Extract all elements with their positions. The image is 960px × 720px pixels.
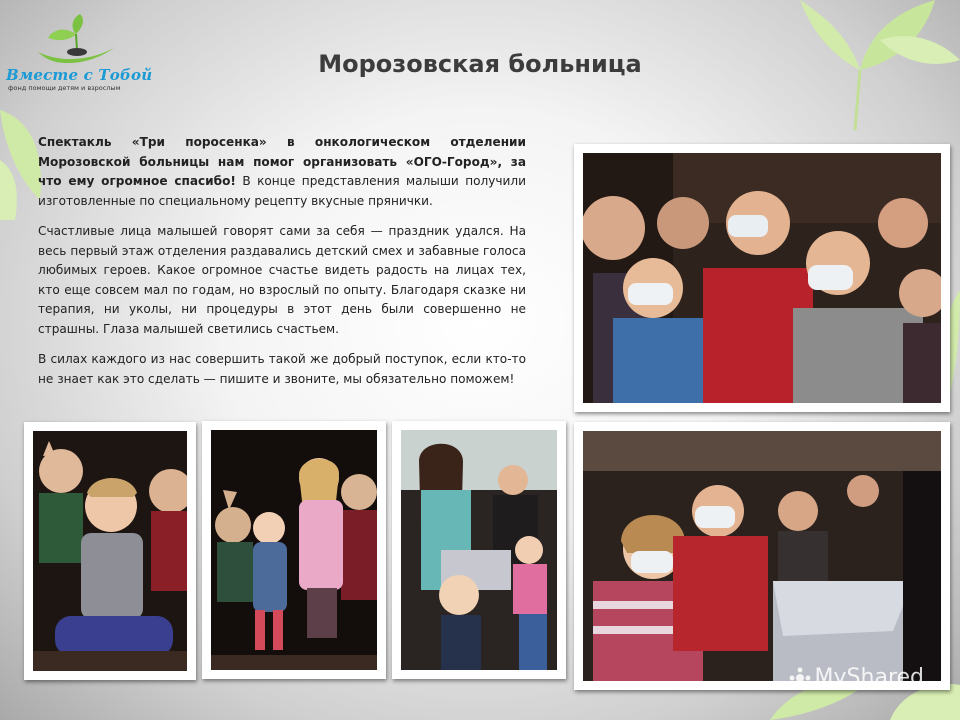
- paragraph-1: [38, 133, 526, 211]
- page-title: Морозовская больница: [318, 50, 642, 78]
- photo-audience-children: [574, 144, 950, 412]
- logo-name: Вместе с Тобой: [6, 66, 153, 84]
- photo-gifts-image: [401, 430, 557, 670]
- logo-tagline: фонд помощи детям и взрослым: [8, 84, 121, 92]
- photo-audience-image: [583, 153, 941, 403]
- photo-children-gifts: [392, 421, 566, 679]
- paragraph-3: В силах каждого из нас совершить такой же добрый поступок, если кто-то не знает как это сделать — пишите и звоните, мы обязательно поможем!: [38, 352, 526, 386]
- photo-gift-box-image: [583, 431, 941, 681]
- paragraph-2: Счастливые лица малышей говорят сами за себя — праздник удался. На весь первый этаж отделения раздавались детский смех и забавные голоса любимых героев. Какое огромное счастье видеть радость на лицах тех, кто еще совсем мал по годам, но взрослый по опыту. Благодаря сказке ни терапия, ни уколы, ни процедуры в этот день были совершенно не страшны. Глаза малышей светились счастьем.: [38, 224, 526, 336]
- photo-boy-with-puppets: [24, 422, 196, 680]
- watermark: [789, 665, 924, 690]
- photo-boy-image: [33, 431, 187, 671]
- foundation-logo[interactable]: [2, 4, 153, 94]
- photo-girls-with-puppets: [202, 421, 386, 679]
- article-text: [38, 133, 526, 400]
- paragraph-1-rest: В конце представления малыши получили изготовленные по специальному рецепту вкусные прянички.: [38, 174, 526, 208]
- photo-kids-gift-box: [574, 422, 950, 690]
- watermark-text: MyShared: [814, 665, 924, 690]
- myshared-logo-icon: [789, 667, 811, 689]
- photo-girls-image: [211, 430, 377, 670]
- paragraph-1-bold: Спектакль «Три поросенка» в онкологическом отделении Морозовской больницы нам помог организовать «ОГО-Город», за что ему огромное спасибо!: [38, 135, 526, 188]
